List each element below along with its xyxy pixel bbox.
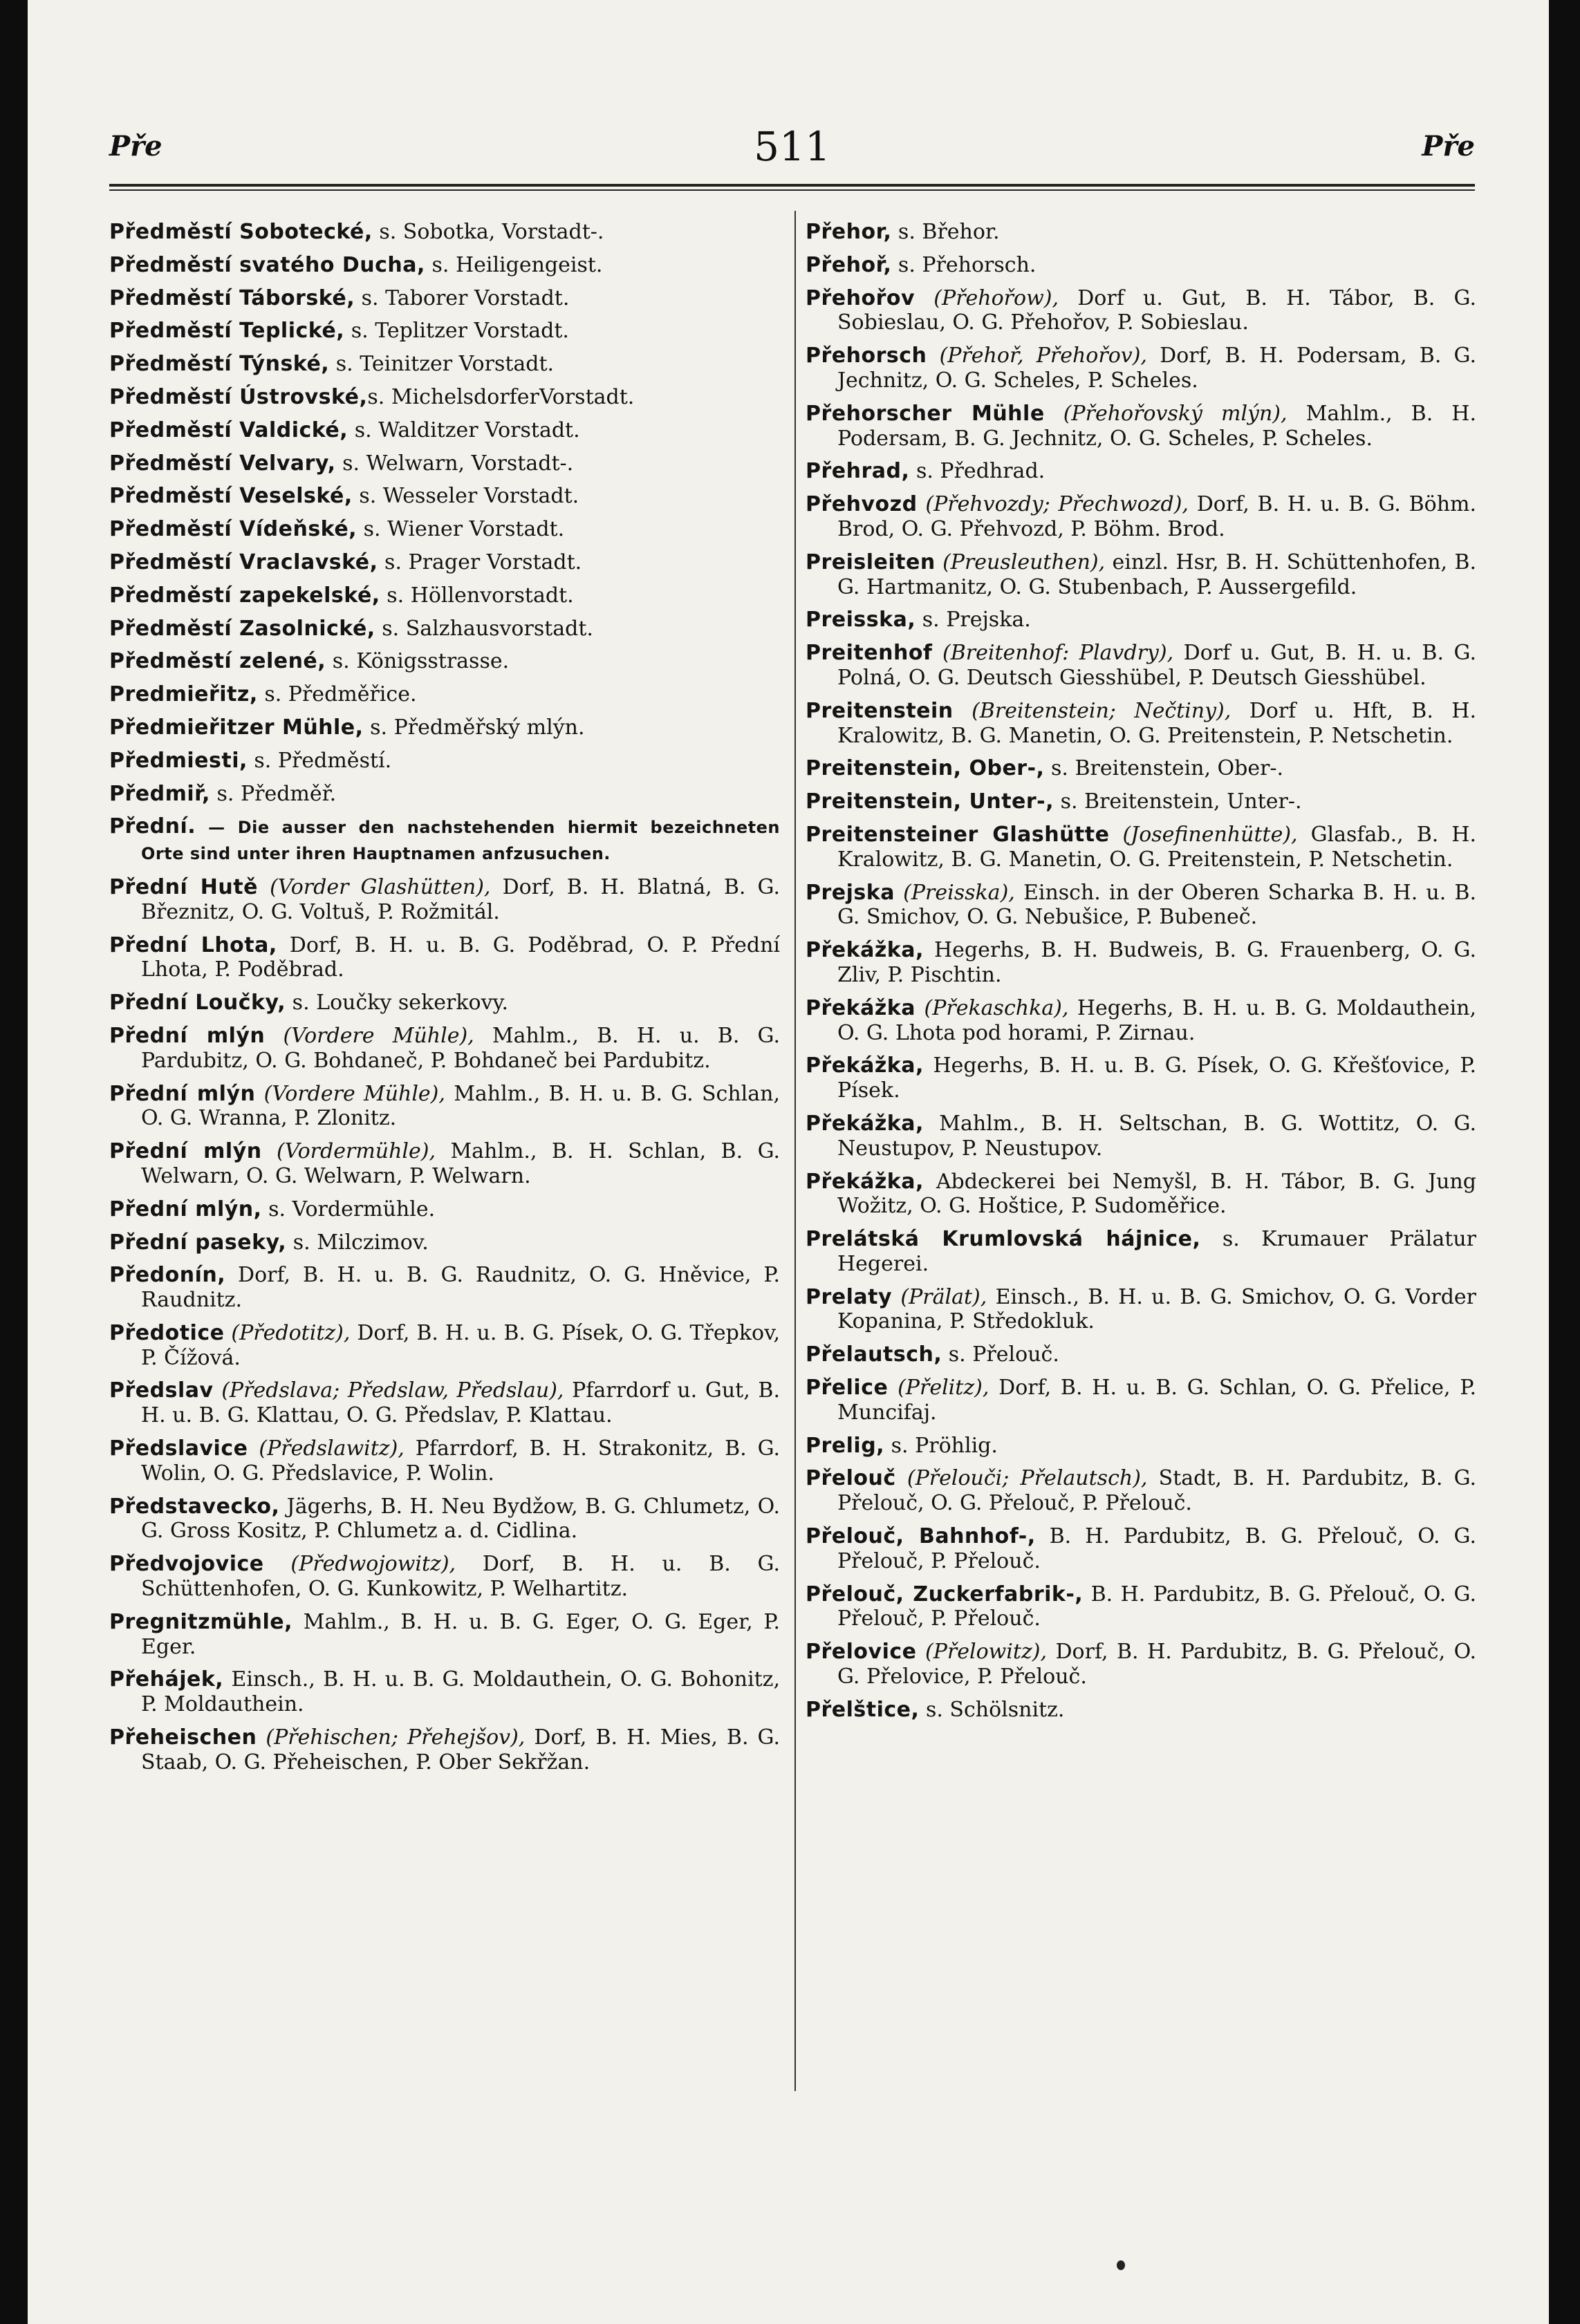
entry [109,682,780,707]
entry [806,608,1476,632]
entry [806,789,1476,814]
headword: Prelátská Krumlovská hájnice, [806,1227,1201,1252]
headword: Přelouč [806,1466,896,1491]
headword: Předměstí Týnské, [109,352,330,377]
entry-details: B. H. Pardubitz, B. G. Přelouč, O. G. Přelouč, P. Přelouč. [837,1582,1476,1631]
entry [806,881,1476,930]
entry-details: Dorf, B. H. u. B. G. Písek, O. G. Třepkov, P. Čížová. [141,1320,780,1370]
headword: Přední. [109,814,196,839]
entry-details: s. Předměřský mlýn. [363,715,585,740]
entry-details: s. Loučky sekerkovy. [286,991,509,1015]
entry-details: s. Prager Vorstadt. [378,550,582,574]
entry-details: Einsch., B. H. u. B. G. Moldauthein, O. G. Bohonitz, P. Moldauthein. [141,1667,780,1717]
entry-details: Hegerhs, B. H. u. B. G. Písek, O. G. Křešťovice, P. Písek. [837,1053,1476,1103]
entry-details: s. Přehorsch. [891,252,1037,277]
headword: Předměstí zapekelské, [109,583,380,608]
variant-name: (Přehvozdy; Přechwozd), [917,492,1189,517]
headword: Předmieřitzer Mühle, [109,715,364,740]
entry-details: s. Předhrad. [909,459,1045,484]
entry-details: s. MichelsdorferVorstadt. [367,384,635,409]
headword: Přehorsch [806,344,927,368]
headword: Preitenstein, Ober-, [806,756,1045,781]
entry-details: s. Breitenstein, Unter-. [1054,789,1302,814]
headword: Přeheischen [109,1725,257,1750]
variant-name: (Breitenstein; Nečtiny), [953,698,1232,723]
entry-details: s. Pröhlig. [884,1433,998,1458]
headword: Předměstí svatého Ducha, [109,252,425,277]
headword: Přehvozd [806,492,918,517]
headword: Preisska, [806,608,916,632]
scan-left-edge [0,0,28,2324]
entry-details: Dorf u. Hft, B. H. Kralowitz, B. G. Manetin, O. G. Preitenstein, P. Netschetin. [837,698,1477,748]
entry-details: s. Teplitzer Vorstadt. [344,319,569,344]
entry [806,1112,1476,1161]
headword: Předměstí zelené, [109,649,326,674]
headword: Překážka, [806,1053,924,1078]
entry-details: s. Wiener Vorstadt. [357,517,565,542]
entry-details: s. Schölsnitz. [919,1697,1065,1722]
ink-speck [1117,2260,1125,2270]
headword: Předměstí Zasolnické, [109,616,375,641]
entry-details: Hegerhs, B. H. u. B. G. Moldauthein, O. G. Lhota pod horami, P. Zirnau. [837,995,1476,1045]
headword: Překážka, [806,938,924,963]
variant-name: (Prälat), [892,1284,987,1309]
entry [806,756,1476,781]
entry [806,253,1476,278]
headword: Přehrad, [806,459,910,484]
entry [806,220,1476,245]
entry [806,1342,1476,1367]
column-divider [794,211,796,2091]
entry [109,617,780,641]
entry-details: s. Prejska. [916,608,1031,632]
variant-name: (Preisska), [894,880,1015,905]
entry-details: Mahlm., B. H. Schlan, B. G. Welwarn, O. G. Welwarn, P. Welwarn. [141,1139,780,1188]
headword: Přehorscher Mühle [806,401,1045,426]
entry [109,1230,780,1255]
entry [806,996,1476,1046]
entry [109,352,780,377]
headword: Přední mlýn [109,1023,266,1048]
headword: Předměstí Sobotecké, [109,220,373,244]
entry-details: Mahlm., B. H. Podersam, B. G. Jechnitz, O. G. Scheles, P. Scheles. [837,401,1476,451]
entry-details: Stadt, B. H. Pardubitz, B. G. Přelouč, O. G. Přelouč, P. Přelouč. [837,1466,1476,1516]
variant-name: (Přehoř, Přehořov), [927,344,1147,368]
headword: Předměstí Velvary, [109,451,336,476]
header-rule-thin [109,189,1475,191]
entry [109,1552,780,1602]
entry-details: Jägerhs, B. H. Neu Bydžow, B. G. Chlumetz, O. G. Gross Kositz, P. Chlumetz a. d. Cidlina. [141,1494,780,1544]
right-column [806,220,1476,1731]
headword: Přední mlýn, [109,1197,262,1221]
entry [109,875,780,925]
entry [806,1466,1476,1516]
variant-name: (Breitenhof: Plavdry), [932,641,1174,666]
entry-details: s. Sobotka, Vorstadt-. [372,220,604,244]
headword: Předměstí Vraclavské, [109,550,378,574]
headword: Přelštice, [806,1697,920,1722]
running-head-right: Pře [1422,130,1475,162]
left-column [109,220,780,1783]
entry [806,550,1476,600]
headword: Předměstí Valdické, [109,418,348,442]
headword: Představecko, [109,1494,280,1519]
variant-name: (Přehischen; Přehejšov), [257,1725,526,1750]
entry [109,1610,780,1660]
headword: Přední Lhota, [109,933,277,957]
dictionary-page [28,0,1549,2324]
variant-name: (Josefinenhütte), [1109,822,1298,847]
entry [109,715,780,740]
headword: Přelouč, Zuckerfabrik-, [806,1582,1084,1606]
variant-name: (Předwojowitz), [263,1552,456,1577]
entry-details: Dorf, B. H. u. B. G. Schüttenhofen, O. G. Kunkowitz, P. Welhartitz. [141,1552,780,1602]
page-number: 511 [754,123,830,170]
entry-details: B. H. Pardubitz, B. G. Přelouč, O. G. Přelouč, P. Přelouč. [837,1524,1476,1573]
headword: Předmiř, [109,781,210,806]
entry-details: s. Teinitzer Vorstadt. [329,352,555,377]
entry-details: s. Welwarn, Vorstadt-. [335,451,574,476]
entry [109,319,780,344]
variant-name: (Přehořow), [915,285,1059,310]
headword: Přední Hutě [109,874,258,899]
headword: Preitenstein, Unter-, [806,789,1054,814]
entry-details: s. Walditzer Vorstadt. [348,418,580,442]
entry [806,1285,1476,1335]
headword: Prelaty [806,1284,893,1309]
entry [109,1139,780,1189]
entry-details: Dorf, B. H. u. B. G. Raudnitz, O. G. Hněvice, P. Raudnitz. [141,1263,780,1313]
entry [806,402,1476,451]
entry-details: Glasfab., B. H. Kralowitz, B. G. Manetin, O. G. Preitenstein, P. Netschetin. [837,822,1476,872]
entry [109,1197,780,1222]
entry-details: einzl. Hsr, B. H. Schüttenhofen, B. G. Hartmanitz, O. G. Stubenbach, P. Aussergefild. [837,550,1476,599]
entry [109,1725,780,1775]
headword: Předslavice [109,1436,248,1461]
headword: Předotice [109,1320,225,1345]
variant-name: (Předslava; Předslaw, Předslau), [213,1378,564,1403]
headword: Preitensteiner Glashütte [806,822,1110,847]
entry-details: Abdeckerei bei Nemyšl, B. H. Tábor, B. G. Jung Wožitz, O. G. Hoštice, P. Sudoměřice. [837,1169,1476,1219]
entry [806,938,1476,988]
headword: Předmiesti, [109,748,248,773]
entry [109,782,780,807]
entry [806,1524,1476,1574]
headword: Přelovice [806,1640,917,1665]
entry-details: s. Königsstrasse. [326,649,510,674]
entry [806,641,1476,691]
headword: Přehájek, [109,1667,224,1692]
headword: Překážka, [806,1169,924,1194]
variant-name: (Přelitz), [888,1376,989,1400]
entry [109,583,780,608]
entry [109,550,780,575]
headword: Prelig, [806,1433,885,1458]
entry [109,1378,780,1428]
entry [806,1376,1476,1425]
headword: Předměstí Veselské, [109,484,353,509]
entry [109,1436,780,1486]
variant-name: (Přelouči; Přelautsch), [895,1466,1148,1491]
headword: Preisleiten [806,550,936,574]
entry-details: s. Salzhausvorstadt. [375,616,593,641]
entry-details: Mahlm., B. H. Seltschan, B. G. Wottitz, O. G. Neustupov, P. Neustupov. [837,1111,1476,1161]
entry [109,253,780,278]
headword: Přední Loučky, [109,991,286,1015]
page-header [109,123,1475,178]
entry-details: s. Břehor. [891,220,1000,244]
entry [806,1640,1476,1689]
entry [806,459,1476,484]
entry-details: s. Vordermühle. [261,1197,436,1221]
entry-details: s. Předměřice. [257,682,417,707]
entry [109,1082,780,1132]
variant-name: (Přelowitz), [916,1640,1048,1665]
entry-details: Dorf, B. H. u. B. G. Schlan, O. G. Přelice, P. Muncifaj. [837,1376,1476,1425]
headword: Přední mlýn [109,1139,262,1164]
entry-details: s. Wesseler Vorstadt. [352,484,579,509]
entry [109,1667,780,1717]
variant-name: (Přehořovský mlýn), [1044,401,1288,426]
headword: Přehořov [806,285,916,310]
entry [806,492,1476,542]
entry [806,1698,1476,1723]
entry-details: s. Taborer Vorstadt. [355,285,570,310]
entry-details: Dorf u. Gut, B. H. Tábor, B. G. Sobieslau, O. G. Přehořov, P. Sobieslau. [837,285,1476,335]
entry [109,933,780,983]
entry-details: Pfarrdorf u. Gut, B. H. u. B. G. Klattau, O. G. Předslav, P. Klattau. [141,1378,780,1428]
variant-name: (Předotitz), [224,1320,351,1345]
headword: Pregnitzmühle, [109,1609,293,1634]
entry-details: Dorf u. Gut, B. H. u. B. G. Polná, O. G. Deutsch Giesshübel, P. Deutsch Giesshübel. [837,641,1476,690]
entry [806,1170,1476,1219]
entry-details: Dorf, B. H. u. B. G. Böhm. Brod, O. G. Přehvozd, P. Böhm. Brod. [837,492,1476,541]
entry [109,991,780,1015]
entry [806,1053,1476,1103]
headword: Preitenstein [806,698,954,723]
entry-details: s. Heiligengeist. [425,252,603,277]
entry [109,1494,780,1544]
entry [109,749,780,774]
entry [806,344,1476,393]
entry-details: Dorf, B. H. Blatná, B. G. Březnitz, O. G. Voltuš, P. Rožmitál. [141,874,780,924]
variant-name: (Preusleuthen), [935,550,1106,574]
entry [109,220,780,245]
headword: Přehoř, [806,252,892,277]
headword: Přední paseky, [109,1230,287,1255]
headword: Předonín, [109,1263,226,1288]
entry-details: s. Předměstí. [247,748,392,773]
headword: Překážka, [806,1111,924,1136]
entry [806,1582,1476,1632]
entry-details: s. Předměř. [210,781,337,806]
entry [109,517,780,542]
entry-details: Pfarrdorf, B. H. Strakonitz, B. G. Wolin, O. G. Předslavice, P. Wolin. [141,1436,780,1486]
entry [109,1321,780,1371]
variant-name: (Vordere Mühle), [255,1081,445,1106]
entry [109,451,780,476]
headword: Přelouč, Bahnhof-, [806,1524,1036,1549]
headword: Předslav [109,1378,214,1403]
entry-details: Mahlm., B. H. u. B. G. Pardubitz, O. G. Bohdaneč, P. Bohdaneč bei Pardubitz. [141,1023,780,1073]
scan-right-edge [1549,0,1580,2324]
entry [109,484,780,509]
headword: Přední mlýn [109,1081,256,1106]
entry-details: Mahlm., B. H. u. B. G. Eger, O. G. Eger, P. Eger. [141,1609,780,1659]
entry-details: Dorf, B. H. Pardubitz, B. G. Přelouč, O. G. Přelovice, P. Přelouč. [837,1640,1476,1689]
entry [109,1263,780,1313]
entry [109,1024,780,1074]
entry-details: s. Přelouč. [942,1342,1059,1367]
entry-details: Einsch., B. H. u. B. G. Smichov, O. G. Vorder Kopanina, P. Středokluk. [837,1284,1476,1334]
entry [806,823,1476,872]
entry-details: Einsch. in der Oberen Scharka B. H. u. B. G. Smichov, O. G. Nebušice, P. Bubeneč. [837,880,1476,930]
entry [109,385,780,410]
variant-name: (Předslawitz), [248,1436,405,1461]
headword: Předměstí Vídeňské, [109,517,357,542]
entry [806,699,1476,749]
entry [109,286,780,311]
entry-details: s. Höllenvorstadt. [380,583,574,608]
entry [806,286,1476,336]
headword: Předměstí Teplické, [109,319,345,344]
variant-name: (Vorder Glashütten), [257,874,491,899]
entry-details: Dorf, B. H. Mies, B. G. Staab, O. G. Přeheischen, P. Ober Sekřžan. [141,1725,780,1774]
entry-details: s. Breitenstein, Ober-. [1044,756,1284,781]
entry-details: s. Krumauer Prälatur Hegerei. [837,1227,1476,1276]
variant-name: (Překaschka), [915,995,1069,1020]
headword: Prejska [806,880,895,905]
headword: Předměstí Táborské, [109,285,355,310]
running-head-left: Pře [109,130,162,162]
headword: Preitenhof [806,641,933,666]
headword: Přelautsch, [806,1342,942,1367]
variant-name: (Vordere Mühle), [265,1023,474,1048]
entry-details: Mahlm., B. H. u. B. G. Schlan, O. G. Wranna, P. Zlonitz. [141,1081,780,1131]
entry-details: Dorf, B. H. Podersam, B. G. Jechnitz, O. G. Scheles, P. Scheles. [837,344,1476,393]
headword: Přelice [806,1376,889,1400]
entry [109,814,780,867]
headword: Předměstí Ústrovské, [109,384,368,409]
headword: Předvojovice [109,1552,264,1577]
entry [806,1434,1476,1459]
note: — Die ausser den nachstehenden hiermit bezeichneten Orte sind unter ihren Hauptnamen anfzusuchen. [141,818,780,864]
variant-name: (Vordermühle), [261,1139,436,1164]
entry-details: s. Milczimov. [286,1230,429,1255]
header-rule [109,184,1475,187]
entry [109,418,780,443]
entry-details: Hegerhs, B. H. Budweis, B. G. Frauenberg, O. G. Zliv, P. Pischtin. [837,938,1476,987]
headword: Predmieřitz, [109,682,258,707]
entry [806,1227,1476,1277]
entry-details: Dorf, B. H. u. B. G. Poděbrad, O. P. Přední Lhota, P. Poděbrad. [141,933,780,982]
entry [109,649,780,674]
headword: Přehor, [806,220,892,244]
headword: Překážka [806,995,916,1020]
